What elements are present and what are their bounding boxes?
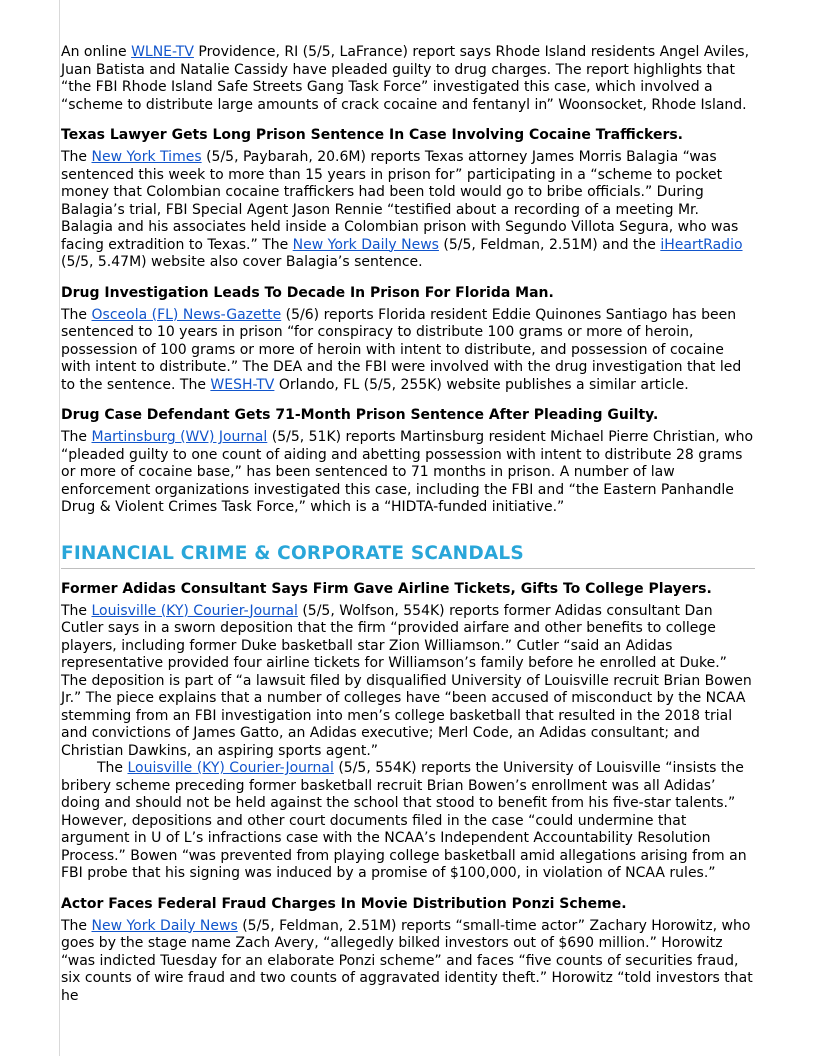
body-text: (5/6) reports Florida resident Eddie Quinones Santiago has been sentenced to 10 years in prison “for conspiracy to distribute 100 grams or more of heroin, possession of 100 grams or more of heroin with intent to distribute, and possession of cocaine with intent to distribute.” The DEA and the FBI were involved with the drug investigation that led to the sentence. The (61, 306, 742, 393)
source-link[interactable]: WESH-TV (210, 376, 275, 393)
body-text: (5/5, Paybarah, 20.6M) reports Texas attorney James Morris Balagia “was sentenced this week to more than 15 years in prison for” participating in a “scheme to pocket money that Colombian cocaine traffickers had been told would go to bribe officials.” During Balagia’s trial, FBI Special Agent Jason Rennie “testified about a recording of a meeting Mr. Balagia and his associates held inside a Colombian prison with Segundo Villota Segura, who was facing extradition to Texas.” The (61, 149, 739, 253)
article-body (61, 603, 755, 761)
body-text: The (61, 917, 92, 934)
article-drug-case (61, 406, 755, 517)
source-link[interactable]: Osceola (FL) News-Gazette (91, 306, 282, 323)
intro-text: Providence, RI (5/5, LaFrance) report says Rhode Island residents Angel Aviles, Juan Batista and Natalie Cassidy have pleaded guilty to drug charges. The report highlights that “the FBI Rhode Island Safe Streets Gang Task Force” investigated this case, which involved a “scheme to distribute large amounts of crack cocaine and fentanyl in” Woonsocket, Rhode Island. (61, 44, 750, 113)
article-texas-lawyer (61, 126, 755, 272)
source-link[interactable]: Louisville (KY) Courier-Journal (91, 602, 298, 619)
body-text: The (61, 429, 92, 445)
article-headline: Former Adidas Consultant Says Firm Gave Airline Tickets, Gifts To College Players. (61, 580, 712, 597)
body-text: The (61, 602, 92, 619)
article-actor (61, 895, 755, 1006)
body-text: (5/5, 51K) reports Martinsburg resident Michael Pierre Christian, who “pleaded guilty to one count of aiding and abetting possession with intent to distribute 28 grams or more of cocaine base,” has been sentenced to 71 months in prison. A number of law enforcement organizations investigated this case, including the FBI and “the Eastern Panhandle Drug & Violent Crimes Task Force,” which is a “HIDTA-funded initiative.” (61, 429, 754, 515)
body-text: (5/5, Feldman, 2.51M) and the (438, 236, 661, 253)
intro-prefix: An online (61, 44, 132, 60)
article-body (61, 149, 755, 272)
body-text: The (61, 306, 92, 323)
left-margin-rule (59, 0, 60, 1056)
source-link[interactable]: New York Daily News (292, 236, 439, 253)
document-page (61, 44, 755, 1005)
article-headline: Texas Lawyer Gets Long Prison Sentence In Case Involving Cocaine Traffickers. (61, 127, 683, 143)
body-text: The (61, 149, 92, 165)
body-text: (5/5, Feldman, 2.51M) reports “small-time actor” Zachary Horowitz, who goes by the stage name Zach Avery, “allegedly bilked investors out of $690 million.” Horowitz “was indicted Tuesday for an elaborate Ponzi scheme” and faces “five counts of securities fraud, six counts of wire fraud and two counts of aggravated identity theft.” Horowitz “told investors that he (61, 917, 753, 1004)
intro-link[interactable]: WLNE-TV (131, 44, 194, 60)
article-headline: Drug Case Defendant Gets 71-Month Prison Sentence After Pleading Guilty. (61, 407, 659, 423)
body-text: Orlando, FL (5/5, 255K) website publishes a similar article. (274, 376, 689, 393)
article-headline: Actor Faces Federal Fraud Charges In Movie Distribution Ponzi Scheme. (61, 895, 627, 912)
article-adidas (61, 580, 755, 883)
source-link[interactable]: iHeartRadio (660, 236, 743, 253)
intro-paragraph (61, 44, 755, 114)
article-body (61, 429, 755, 517)
article-florida-man (61, 284, 755, 395)
body-text: (5/5, 5.47M) website also cover Balagia’s sentence. (61, 254, 423, 270)
source-link[interactable]: Martinsburg (WV) Journal (91, 429, 268, 445)
source-link[interactable]: New York Daily News (91, 917, 238, 934)
article-body (61, 918, 755, 1006)
article-headline: Drug Investigation Leads To Decade In Prison For Florida Man. (61, 284, 554, 301)
article-body (61, 307, 755, 395)
article-body-continued (61, 760, 755, 883)
section-heading: FINANCIAL CRIME & CORPORATE SCANDALS (61, 543, 755, 569)
body-text: (5/5, Wolfson, 554K) reports former Adidas consultant Dan Cutler says in a sworn deposition that the firm “provided airfare and other benefits to college players, including former Duke basketball star Zion Williamson.” Cutler “said an Adidas representative provided four airline tickets for Williamson’s family before he enrolled at Duke.” The deposition is part of “a lawsuit filed by disqualified University of Louisville recruit Brian Bowen Jr.” The piece explains that a number of colleges have “been accused of misconduct by the NCAA stemming from an FBI investigation into men’s college basketball that resulted in the 2018 trial and convictions of James Gatto, an Adidas executive; Merl Code, an Adidas consultant; and Christian Dawkins, an aspiring sports agent.” (61, 602, 752, 759)
source-link[interactable]: New York Times (91, 149, 202, 165)
body-text: The (97, 760, 128, 776)
source-link[interactable]: Louisville (KY) Courier-Journal (127, 760, 334, 776)
body-text: (5/5, 554K) reports the University of Louisville “insists the bribery scheme preceding former basketball recruit Brian Bowen’s enrollment was all Adidas’ doing and should not be held against the school that stood to benefit from his five-star talents.” However, depositions and other court documents filed in the case “could undermine that argument in U of L’s infractions case with the NCAA’s Independent Accountability Resolution Process.” Bowen “was prevented from playing college basketball amid allegations arising from an FBI probe that his signing was induced by a promise of $100,000, in violation of NCAA rules.” (61, 760, 747, 881)
